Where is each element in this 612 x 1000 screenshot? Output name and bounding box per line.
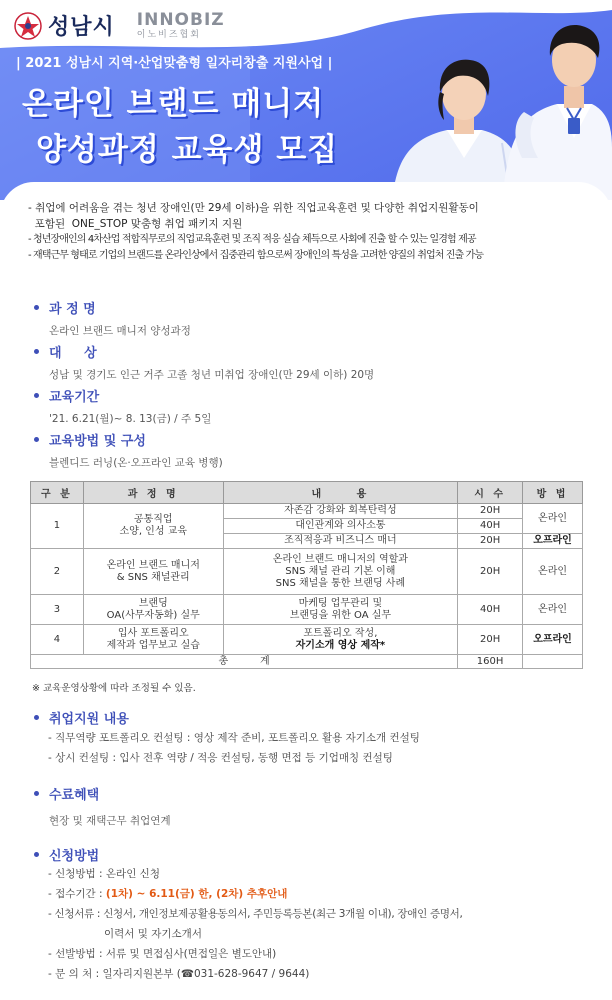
list-item: - 신청방법 : 온라인 신청 [48,868,160,880]
seongnam-logo [14,10,115,41]
list-item: - 상시 컨설팅 : 입사 전후 역량 / 적응 컨설팅, 동행 면접 등 기업매칭 컨설팅 [48,752,393,764]
apply-list [48,864,463,984]
list-item: - 선발방법 : 서류 및 면접심사(면접일은 별도안내) [48,948,277,960]
list-item: - 접수기간 : (1차) ~ 6.11(금) 한, (2차) 추후안내 [48,888,288,900]
list-item: 이력서 및 자기소개서 [104,928,202,940]
bullet-dot-icon [34,715,39,720]
table-note: ※ 교육운영상황에 따라 조정될 수 있음. [32,683,196,694]
man-figure [502,25,612,200]
section-method: 교육방법 및 구성 블렌디드 러닝(온·오프라인 교육 병행) [34,430,223,470]
city-emblem-icon [14,12,42,40]
intro-line-4: - 재택근무 형태로 기업의 브랜드를 온라인상에서 집중관리 함으로써 장애인의 특성을 고려한 양질의 취업처 진출 가능 [28,250,484,261]
bullet-dot-icon [34,349,39,354]
people-illustration [362,8,612,200]
intro-line-2: 포함된 ONE_STOP 맞춤형 취업 패키지 지원 [28,218,243,230]
list-item: - 문 의 처 : 일자리지원본부 (☎031-628-9647 / 9644) [48,968,310,980]
deadline-highlight: (1차) ~ 6.11(금) 한, (2차) 추후안내 [105,888,288,900]
table-row: 2 온라인 브랜드 매니저 & SNS 채널관리 온라인 브랜드 매니저의 역할과 SNS 채널 관리 기본 이해 SNS 채널을 통한 브랜딩 사례 20H 온라인 [31,549,583,595]
section-support: 취업지원 내용 [34,708,129,727]
city-name: 성남시 [48,15,115,40]
bullet-dot-icon [34,393,39,398]
bullet-dot-icon [34,305,39,310]
hero-banner [0,0,612,200]
bullet-dot-icon [34,437,39,442]
table-row: 대인관계와 의사소통 40H [31,519,583,534]
bullet-dot-icon [34,852,39,857]
table-row: 1 공통직업 소양, 인성 교육 자존감 강화와 회복탄력성 20H 온라인 [31,504,583,519]
section-apply: 신청방법 [34,845,99,864]
section-course: 과 정 명 온라인 브랜드 매니저 양성과정 [34,298,191,338]
bullet-dot-icon [34,791,39,796]
program-subtitle: | 2021 성남시 지역·산업맞춤형 일자리창출 지원사업 | [16,56,333,71]
section-benefit: 수료혜택 현장 및 재택근무 취업연계 [34,784,171,828]
intro-text [28,200,603,264]
table-row: 3 브랜딩 OA(사무자동화) 실무 마케팅 업무관리 및 브랜딩을 위한 OA 실무 40H 온라인 [31,595,583,625]
section-period: 교육기간 '21. 6.21(월)~ 8. 13(금) / 주 5일 [34,386,211,426]
list-item: - 신청서류 : 신청서, 개인정보제공활용동의서, 주민등록등본(최근 3개월 이내), 장애인 증명서, [48,908,463,920]
innobiz-logo: INNOBIZ 이노비즈협회 [136,9,225,40]
table-total-row: 총 계 160H [31,655,583,669]
title-line-2: 양성과정 교육생 모집 [36,132,339,168]
title-line-1: 온라인 브랜드 매니저 [22,86,325,122]
table-header-row: 구 분 과 정 명 내 용 시 수 방 법 [31,482,583,504]
list-item: - 직무역량 포트폴리오 컨설팅 : 영상 제작 준비, 포트폴리오 활용 자기소개 컨설팅 [48,732,420,744]
table-row: 4 입사 포트폴리오 제작과 업무보고 실습 포트폴리오 작성, 자기소개 영상 제작* 20H 오프라인 [31,625,583,655]
section-target: 대 상 성남 및 경기도 인근 거주 고졸 청년 미취업 장애인(만 29세 이하) 20명 [34,342,374,382]
support-list [48,728,420,768]
table-row: 조직적응과 비즈니스 매너 20H 오프라인 [31,534,583,549]
intro-line-3: - 청년장애인의 4차산업 적합직무로의 직업교육훈련 및 조직 적응 실습 체득으로 사회에 진출 할 수 있는 일경험 제공 [28,234,476,245]
curriculum-table [30,481,583,669]
intro-line-1: - 취업에 어려움을 겪는 청년 장애인(만 29세 이하)을 위한 직업교육훈련 및 다양한 취업지원활동이 [28,202,479,214]
